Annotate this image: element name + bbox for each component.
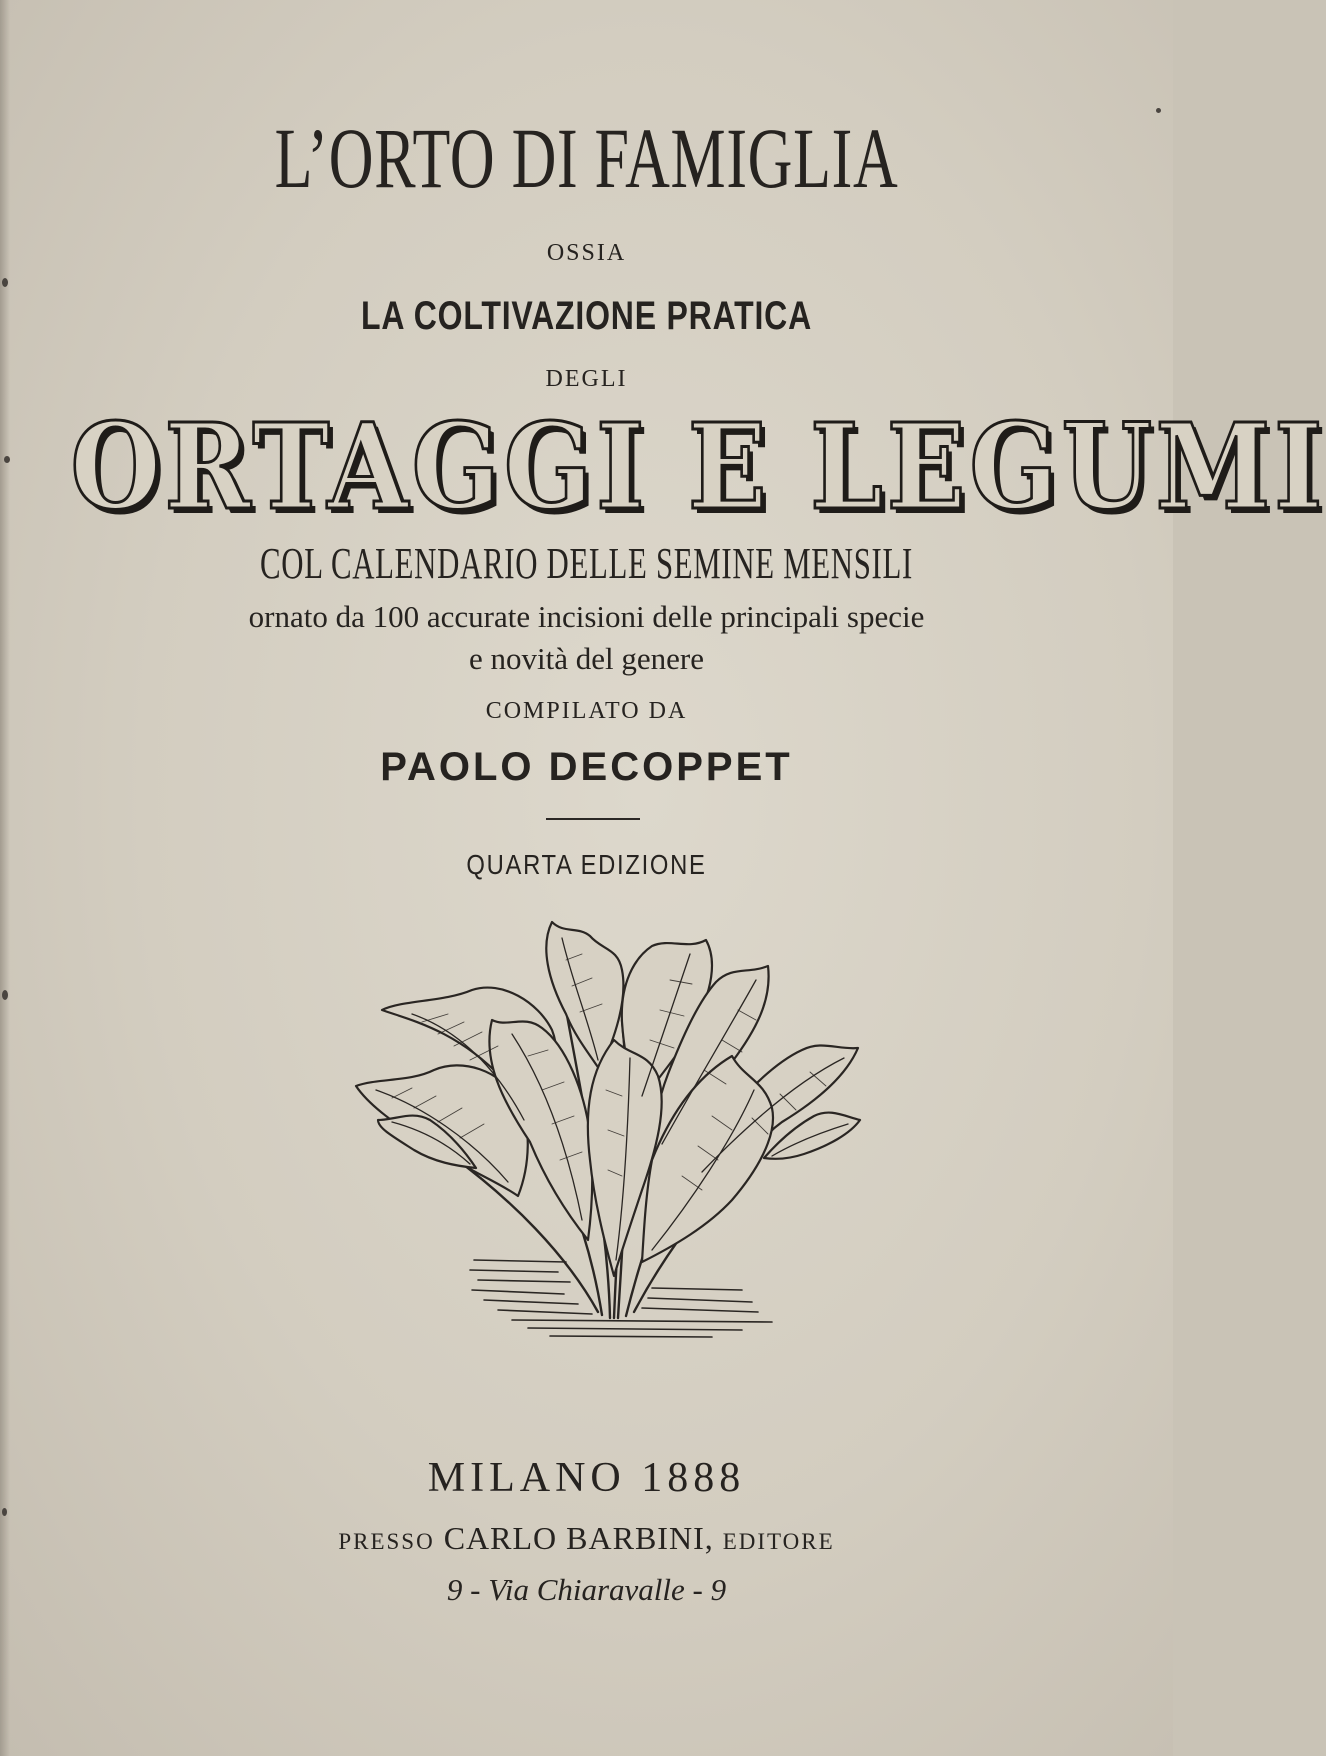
binding-mark xyxy=(2,1508,7,1516)
title-connector-ossia: OSSIA xyxy=(546,240,627,266)
speck-mark xyxy=(1156,108,1161,113)
book-title: L’ORTO DI FAMIGLIA xyxy=(274,110,899,206)
calendar-line: COL CALENDARIO DELLE SEMINE MENSILI xyxy=(260,539,913,588)
imprint-editore: EDITORE xyxy=(722,1529,835,1554)
imprint-city-year xyxy=(0,1452,1173,1504)
book-title-display: ORTAGGI E LEGUMI xyxy=(70,397,1326,536)
binding-mark xyxy=(2,990,8,1000)
description-line-2: e novità del genere xyxy=(469,641,704,676)
book-subtitle: LA COLTIVAZIONE PRATICA xyxy=(361,294,812,338)
chard-plant-engraving-icon xyxy=(352,910,892,1368)
imprint-city: MILANO xyxy=(427,1455,626,1501)
edition-label: QUARTA EDIZIONE xyxy=(466,849,707,880)
imprint-address: 9 - Via Chiaravalle - 9 xyxy=(446,1572,727,1607)
author-name: PAOLO DECOPPET xyxy=(380,745,793,789)
divider-rule xyxy=(546,818,640,820)
binding-mark xyxy=(2,278,8,287)
title-connector-degli: DEGLI xyxy=(545,366,628,392)
imprint-publisher: CARLO BARBINI, xyxy=(443,1520,714,1556)
binding-mark xyxy=(4,456,10,463)
imprint-publisher-line xyxy=(0,1518,1173,1562)
imprint-presso: PRESSO xyxy=(338,1529,435,1554)
compiled-by-label: COMPILATO DA xyxy=(485,698,688,724)
imprint-year: 1888 xyxy=(641,1455,746,1501)
description-line-1: ornato da 100 accurate incisioni delle principali specie xyxy=(248,599,925,634)
